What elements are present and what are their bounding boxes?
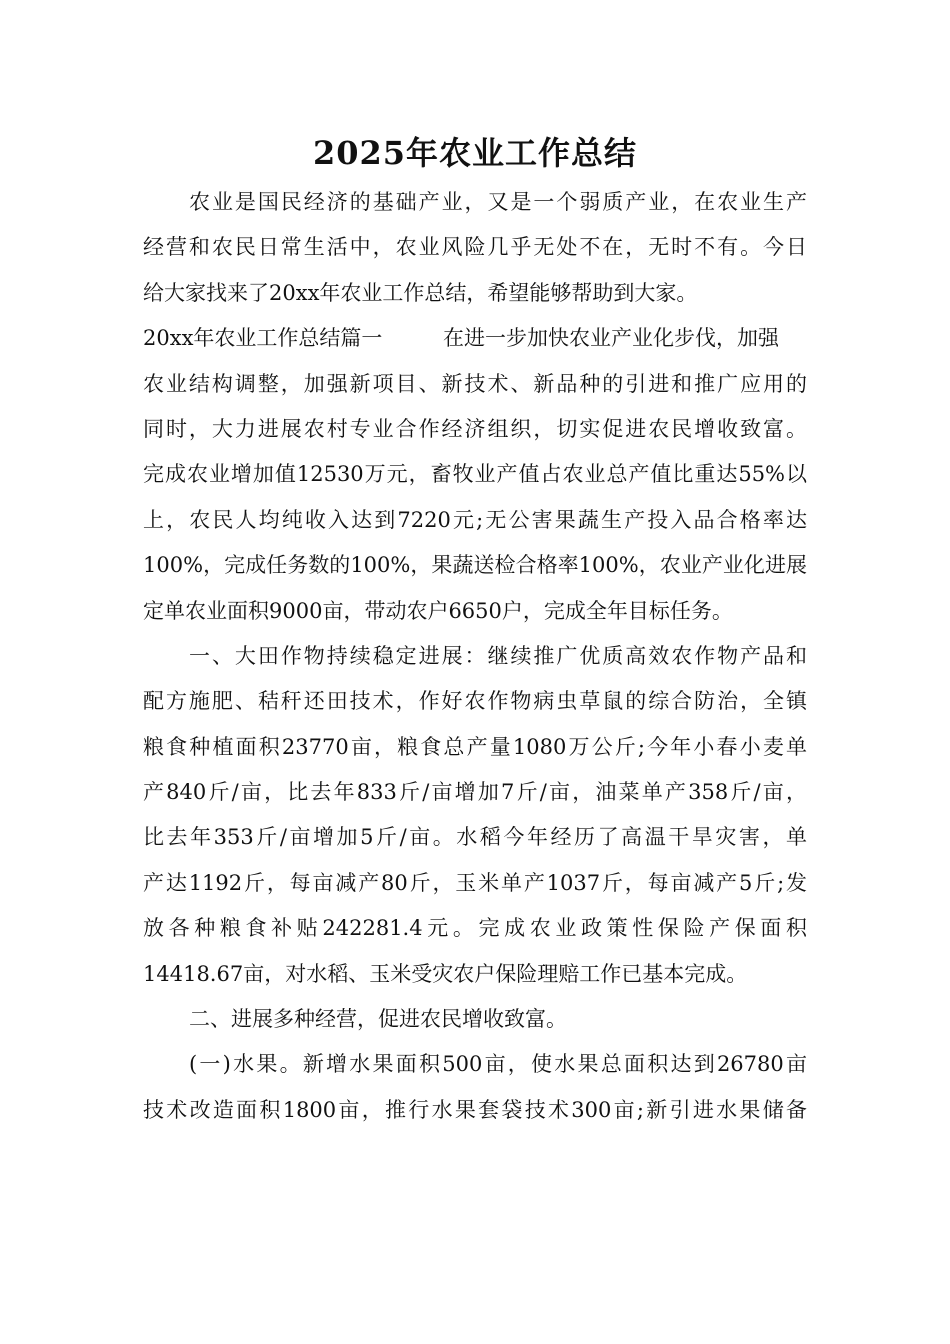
text-line: 同时，大力进展农村专业合作经济组织，切实促进农民增收致富。 xyxy=(143,416,807,441)
text-line: 农业结构调整，加强新项目、新技术、新品种的引进和推广应用的 xyxy=(143,371,807,396)
text-line: 经营和农民日常生活中，农业风险几乎无处不在，无时不有。今日 xyxy=(143,235,807,260)
text-line: 农业是国民经济的基础产业，又是一个弱质产业，在农业生产 xyxy=(189,190,807,214)
text-line: 100%，完成任务数的100%，果蔬送检合格率100%，农业产业化进展 xyxy=(143,553,807,578)
document-title: 2025年农业工作总结 xyxy=(312,134,638,172)
text-line: 定单农业面积9000亩，带动农户6650户，完成全年目标任务。 xyxy=(143,598,733,623)
text-line: 14418.67亩，对水稻、玉米受灾农户保险理赔工作已基本完成。 xyxy=(143,961,748,986)
text-line: 给大家找来了20xx年农业工作总结，希望能够帮助到大家。 xyxy=(143,280,698,305)
text-line: 上，农民人均纯收入达到7220元;无公害果蔬生产投入品合格率达 xyxy=(143,507,807,532)
text-line: 产840斤/亩，比去年833斤/亩增加7斤/亩，油菜单产358斤/亩， xyxy=(143,780,807,805)
document-body xyxy=(143,180,807,1133)
text-line: 二、进展多种经营，促进农民增收致富。 xyxy=(189,1007,567,1032)
text-line: 粮食种植面积23770亩，粮食总产量1080万公斤;今年小春小麦单 xyxy=(143,734,807,759)
text-line: 完成农业增加值12530万元，畜牧业产值占农业总产值比重达55%以 xyxy=(143,462,807,487)
text-line: 一、大田作物持续稳定进展：继续推广优质高效农作物产品和 xyxy=(189,643,807,668)
text-line-content: 在进一步加快农业产业化步伐，加强 xyxy=(443,326,779,351)
text-line: 比去年353斤/亩增加5斤/亩。水稻今年经历了高温干旱灾害，单 xyxy=(143,825,807,850)
text-line: 产达1192斤，每亩减产80斤，玉米单产1037斤，每亩减产5斤;发 xyxy=(143,870,807,895)
text-line xyxy=(143,316,807,361)
text-line: 配方施肥、秸秆还田技术，作好农作物病虫草鼠的综合防治，全镇 xyxy=(143,689,807,714)
text-line: 技术改造面积1800亩，推行水果套袋技术300亩;新引进水果储备 xyxy=(143,1097,807,1122)
text-line: (一)水果。新增水果面积500亩，使水果总面积达到26780亩 xyxy=(189,1052,807,1077)
section-heading: 20xx年农业工作总结篇一 xyxy=(143,326,383,351)
text-line: 放各种粮食补贴242281.4元。完成农业政策性保险产保面积 xyxy=(143,916,807,941)
